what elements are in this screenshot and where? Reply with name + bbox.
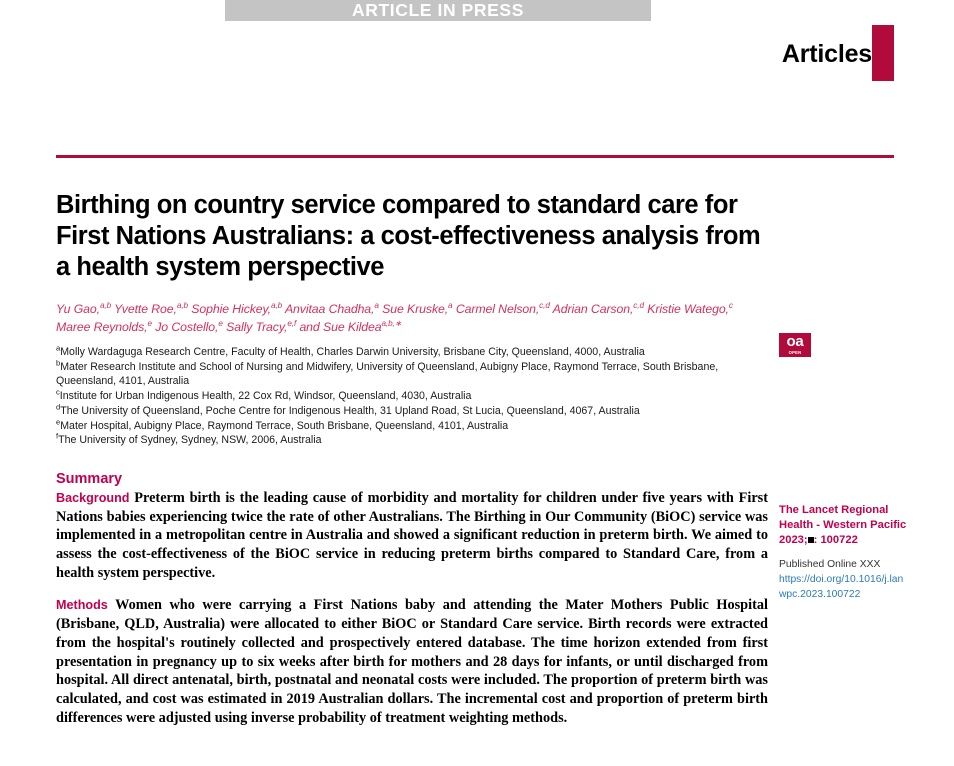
journal-citation (779, 503, 909, 549)
citation-article-number: : 100722 (813, 534, 858, 547)
summary-paragraph (56, 489, 768, 583)
summary-section-label: Background (56, 490, 130, 505)
running-head-label: Articles (781, 40, 872, 68)
summary-section (56, 471, 768, 727)
journal-name-line2: Health - Western Pacific (779, 519, 907, 532)
doi-link[interactable]: https://doi.org/10.1016/j.lanwpc.2023.100722 (779, 574, 904, 600)
summary-section-label: Methods (56, 598, 108, 613)
article-in-press-banner: ARTICLE IN PRESS (225, 0, 651, 21)
journal-name-line1: The Lancet Regional (779, 504, 889, 516)
article-content (56, 190, 768, 741)
running-head-color-bar (872, 25, 894, 81)
affiliation-list: $^a$Molly Wardaguga Research Centre, Faculty of Health, Charles Darwin University, Brisbane City, Queensland, 4000, Australia $^b$Mater Research Institute and School of Nursing and Midwifery, University of Queensland, Aubigny Place, Raymond Terrace, South Brisbane, Queensland, 4101, Australia $^c$Institute for Urban Indigenous Health, 22 Cox Rd, Windsor, Queensland, 4030, Australia $^d$The University of Queensland, Poche Centre for Indigenous Health, 31 Upland Road, St Lucia, Queensland, 4067, Australia $^e$Mater Hospital, Aubigny Place, Raymond Terrace, South Brisbane, Queensland, 4101, Australia $^f$The University of Sydney, Sydney, NSW, 2006, Australia (56, 343, 719, 447)
summary-section-body: Women who were carrying a First Nations baby and attending the Mater Mothers Public Hospital (Brisbane, QLD, Australia) were allocated to either BiOC or Standard Care service. Birth records were extracted from the hospital's routinely collected and prospectively entered database. The time horizon extended from first presentation in pregnancy up to six weeks after birth for mothers and 28 days for infants, or until discharged from hospital. All direct antenatal, birth, postnatal and neonatal costs were included. The proportion of preterm birth was calculated, and cost was estimated in 2019 Australian dollars. The incremental cost and proportion of preterm birth differences were adjusted using inverse probability of treatment weighting methods. (56, 597, 768, 726)
author-list: Yu Gao,$^{a,b}$ Yvette Roe,$^{a,b}$ Sophie Hickey,$^{a,b}$ Anvitaa Chadha,$^a$ Sue Kruske,$^a$ Carmel Nelson,$^{c,d}$ Adrian Carson,$^{c,d}$ Kristie Watego,$^c$ Maree Reynolds,$^e$ Jo Costello,$^e$ Sally Tracy,$^{e,f}$ and Sue Kildea$^{a,b,∗}$ (56, 300, 733, 334)
open-access-badge (779, 333, 811, 361)
page-title: Birthing on country service compared to standard care for First Nations Australians: a cost-effectiveness analysis from a health system perspective (56, 191, 761, 281)
summary-section-body: Preterm birth is the leading cause of morbidity and mortality for children under five years with First Nations babies experiencing twice the rate of other Australians. The Birthing in Our Community (BiOC) service was implemented in a metropolitan centre in Australia and showed a significant reduction in preterm birth. We aimed to assess the cost-effectiveness of the BiOC service in reducing preterm births compared to Standard Care, from a health system perspective. (56, 489, 768, 581)
citation-year: 2023; (779, 534, 808, 547)
header-divider-rule (56, 155, 894, 158)
summary-paragraph (56, 596, 768, 727)
open-access-badge-caption: OPEN ACCESS (785, 350, 805, 361)
summary-heading: Summary (56, 470, 123, 487)
open-access-badge-mark: oa (786, 333, 804, 350)
published-online-date: Published Online XXX (779, 558, 881, 570)
journal-metadata-sidebar (779, 503, 909, 602)
